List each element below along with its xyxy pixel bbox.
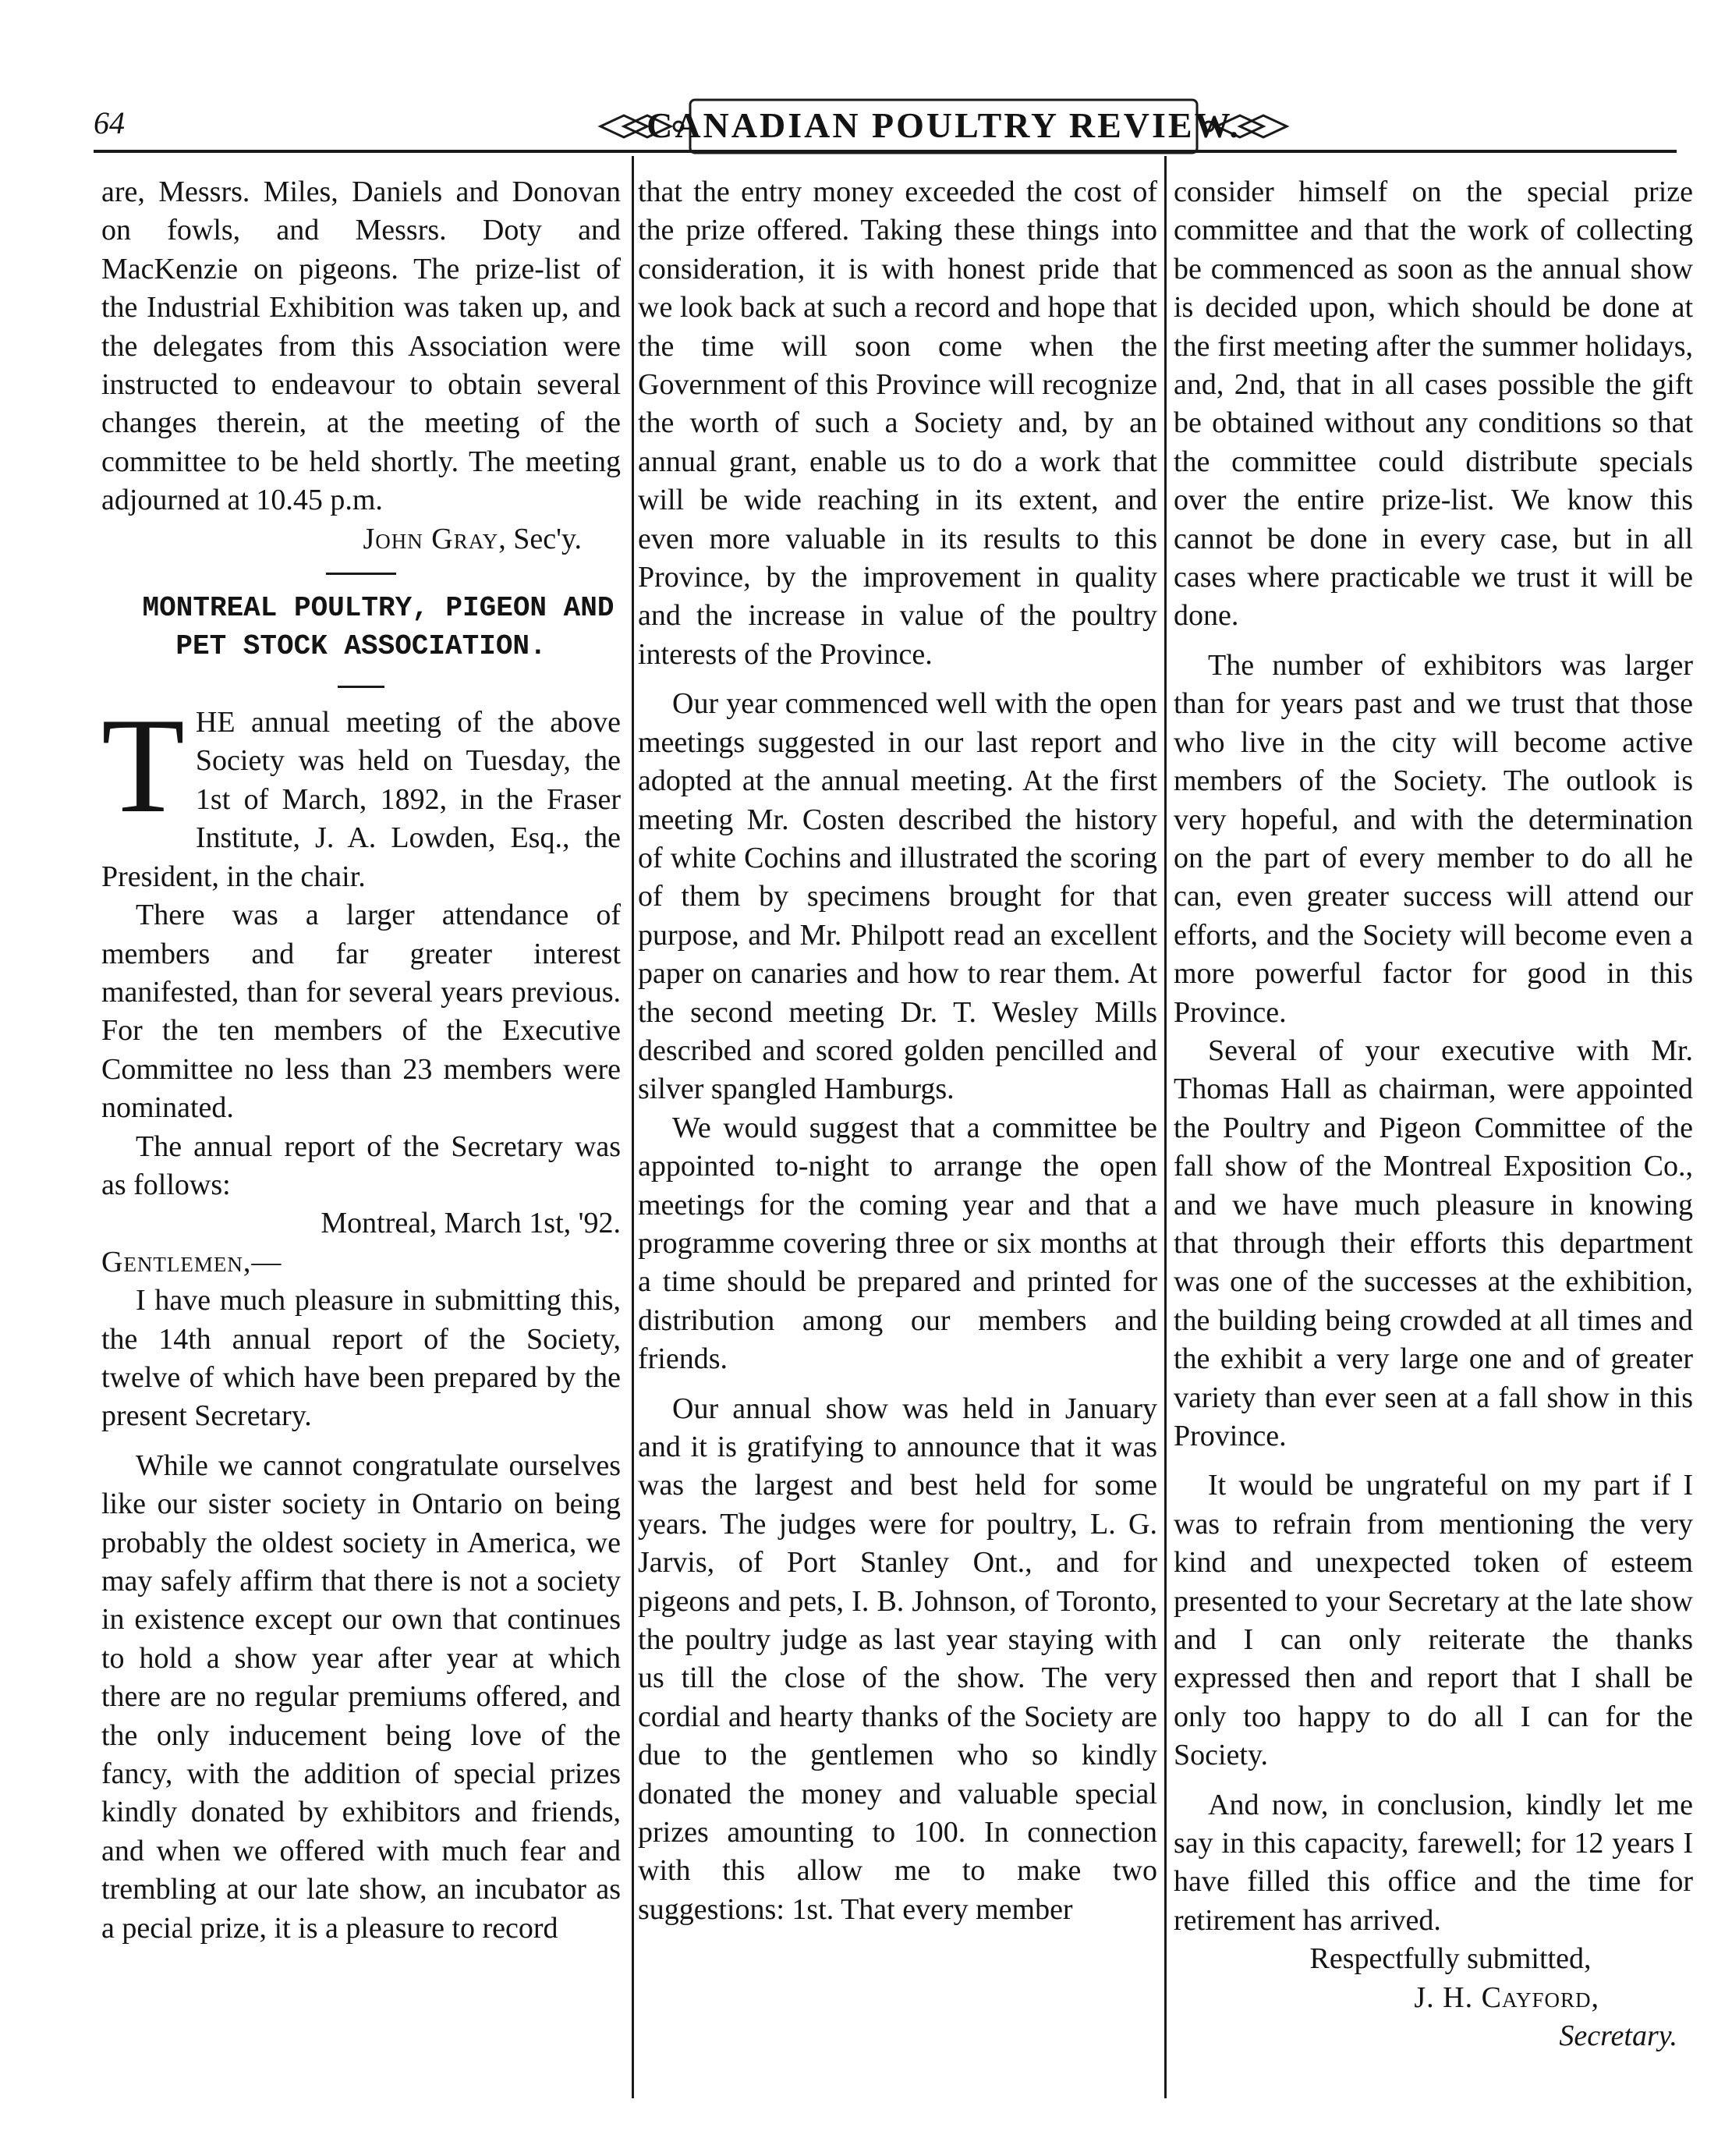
column-3 xyxy=(1174,173,1693,2056)
opening-text: HE annual meeting of the above Society was held on Tuesday, the 1st of March, 1892, in the Fraser Institute, J. A. Lowden, Esq., the President, in the chair. xyxy=(101,706,621,893)
paragraph: The annual report of the Secretary was as follows: xyxy=(101,1129,621,1201)
paragraph: consider himself on the special prize committee and that the work of collecting be commenced as soon as the annual show is decided upon, which should be done at the first meeting after the summer holidays, and, 2nd, that in all cases possible the gift be obtained without any conditions so that the committee could distribute specials over the entire prize-list. We know this cannot be done in every case, but in all cases where practicable we trust it will be done. xyxy=(1174,176,1693,633)
signer-title: Secretary. xyxy=(1559,2019,1677,2053)
header-rule xyxy=(94,150,1677,153)
paragraph: It would be ungrateful on my part if I was to refrain from mentioning the very kind and unexpected token of esteem presented to your Secretary at the late show and I can only reiterate the thanks expressed then and report that I shall be only too happy to do all I can for the Society. xyxy=(1174,1469,1693,1772)
column-divider-right xyxy=(1164,156,1167,2098)
paragraph: that the entry money exceeded the cost of the prize offered. Taking these things into consideration, it is with honest pride that we look back at such a record and hope that the time will soon come when the Government of this Province will recognize the worth of such a Society and, by an annual grant, enable us to do a work that will be wide reaching in its extent, and even more valuable in its results to this Province, by the improvement in quality and the increase in value of the poultry interests of the Province. xyxy=(638,176,1157,671)
paragraph: There was a larger attendance of members and far greater interest manifested, than for several years previous. For the ten members of the Executive Committee no less than 23 members were nominated. xyxy=(101,899,621,1125)
paragraph: While we cannot congratulate ourselves like our sister society in Ontario on being probably the oldest society in America, we may safely affirm that there is not a society in existence except our own that continues to hold a show year after year at which there are no regular premiums offered, and the only inducement being love of the fancy, with the addition of special prizes kindly donated by exhibitors and friends, and when we offered with much fear and trembling at our late show, an incubator as a pecial prize, it is a pleasure to record xyxy=(101,1449,621,1945)
page-number: 64 xyxy=(94,105,125,140)
masthead-title: CANADIAN POULTRY REVIEW. xyxy=(646,105,1241,145)
dateline: Montreal, March 1st, '92. xyxy=(321,1207,621,1240)
opening-paragraph xyxy=(101,690,621,896)
article-heading: MONTREAL POULTRY, PIGEON AND PET STOCK ASSOCIATION. xyxy=(142,592,615,663)
column-divider-left xyxy=(632,156,634,2098)
signature-title: , Sec'y. xyxy=(498,522,582,555)
heading-divider xyxy=(338,686,384,688)
paragraph: The number of exhibitors was larger than for years past and we trust that those who live in the city will become active members of the Society. The outlook is very hopeful, and with the determination on the part of every member to do all he can, even greater success will attend our efforts, and the Society will become even a more powerful factor for good in this Province. xyxy=(1174,648,1693,1029)
paragraph: are, Messrs. Miles, Daniels and Donovan on fowls, and Messrs. Doty and MacKenzie on pigeons. The prize-list of the Industrial Exhibition was taken up, and the delegates from this Association were instructed to endeavour to obtain several changes therein, at the meeting of the committee to be held shortly. The meeting adjourned at 10.45 p.m. xyxy=(101,176,621,517)
drop-cap: T xyxy=(101,690,185,842)
secretary-signature xyxy=(101,520,621,559)
signer-name: J. H. Cayford, xyxy=(1414,1980,1599,2014)
paragraph: Several of your executive with Mr. Thomas Hall as chairman, were appointed the Poultry and Pigeon Committee of the fall show of the Montreal Exposition Co., and we have much pleasure in knowing that through their efforts this department was one of the successes at the exhibition, the building being crowded at all times and the exhibit a very large one and of greater variety than ever seen at a fall show in this Province. xyxy=(1174,1034,1693,1452)
paragraph: I have much pleasure in submitting this, the 14th annual report of the Society, twelve of which have been prepared by the present Secretary. xyxy=(101,1284,621,1433)
signature-name: John Gray xyxy=(363,522,499,555)
column-1 xyxy=(101,173,621,1948)
closing-line: Respectfully submitted, xyxy=(1309,1942,1592,1976)
section-divider xyxy=(326,573,396,575)
paragraph: Our annual show was held in January and it is gratifying to announce that it was was the largest and best held for some years. The judges were for poultry, L. G. Jarvis, of Port Stanley Ont., and for pigeons and pets, I. B. Johnson, of Toronto, the poultry judge as last year staying with us till the close of the show. The very cordial and hearty thanks of the Society are due to the gentlemen who so kindly donated the money and valuable special prizes amounting to 100. In connection with this allow me to make two suggestions: 1st. That every member xyxy=(638,1392,1157,1926)
paragraph: Our year commenced well with the open meetings suggested in our last report and adopted at the annual meeting. At the first meeting Mr. Costen described the history of white Cochins and illustrated the scoring of them by specimens brought for that purpose, and Mr. Philpott read an excellent paper on canaries and how to rear them. At the second meeting Dr. T. Wesley Mills described and scored golden pencilled and silver spangled Hamburgs. xyxy=(638,687,1157,1106)
paragraph: And now, in conclusion, kindly let me say in this capacity, farewell; for 12 years I have filled this office and the time for retirement has arrived. xyxy=(1174,1788,1693,1937)
salutation: Gentlemen,— xyxy=(101,1245,282,1278)
paragraph: We would suggest that a committee be appointed to-night to arrange the open meetings for the coming year and that a programme covering three or six months at a time should be prepared and printed for distribution among our members and friends. xyxy=(638,1111,1157,1376)
column-2 xyxy=(638,173,1157,1929)
